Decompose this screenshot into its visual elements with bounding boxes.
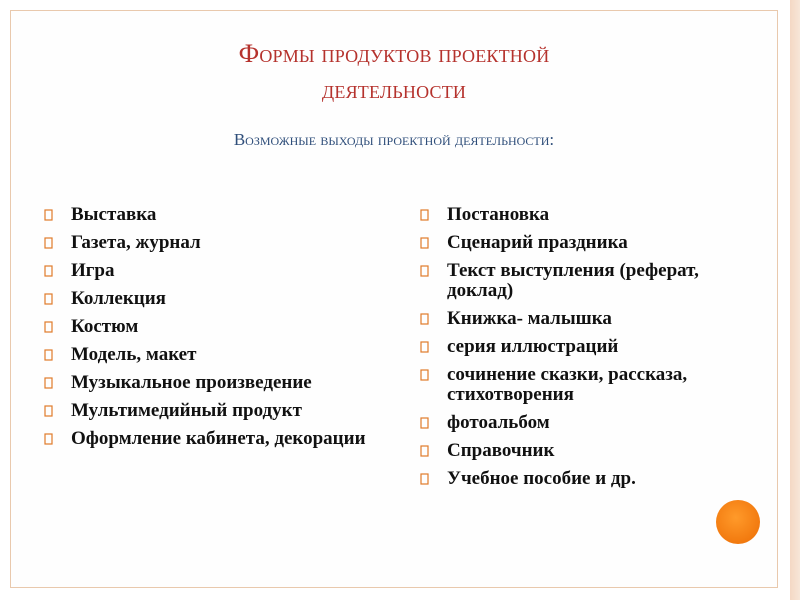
list-item <box>44 401 404 421</box>
list-item <box>44 345 404 365</box>
list-item-text: Газета, журнал <box>71 232 201 253</box>
list-item-text: Учебное пособие и др. <box>447 468 636 489</box>
hollow-square-bullet-icon <box>420 473 430 485</box>
list-item-text: Музыкальное произведение <box>71 372 312 393</box>
hollow-square-bullet-icon <box>420 237 430 249</box>
hollow-square-bullet-icon <box>44 349 54 361</box>
list-item-text: Модель, макет <box>71 344 197 365</box>
hollow-square-bullet-icon <box>44 321 54 333</box>
hollow-square-bullet-icon <box>44 405 54 417</box>
hollow-square-bullet-icon <box>44 265 54 277</box>
hollow-square-bullet-icon <box>420 369 430 381</box>
list-item-text: Постановка <box>447 204 550 225</box>
hollow-square-bullet-icon <box>420 445 430 457</box>
hollow-square-bullet-icon <box>44 209 54 221</box>
slide-title <box>10 36 778 108</box>
list-item-text: сочинение сказки, рассказа, стихотворения <box>447 364 688 405</box>
list-item <box>44 233 404 253</box>
left-bullet-list <box>44 205 404 457</box>
hollow-square-bullet-icon <box>420 265 430 277</box>
list-item-text: Коллекция <box>71 288 166 309</box>
list-item-text: Костюм <box>71 316 139 337</box>
orange-circle-decoration <box>716 500 760 544</box>
list-item-text: Справочник <box>447 440 555 461</box>
list-item-text: Оформление кабинета, декорации <box>71 428 366 449</box>
list-item-text: фотоальбом <box>447 412 550 433</box>
list-item-text: Игра <box>71 260 115 281</box>
list-item <box>420 261 765 301</box>
decorative-side-bar <box>790 0 800 600</box>
slide-title-line-2: деятельности <box>321 75 467 104</box>
list-item <box>420 233 765 253</box>
list-item <box>420 441 765 461</box>
list-item-text: Сценарий праздника <box>447 232 628 253</box>
hollow-square-bullet-icon <box>44 433 54 445</box>
list-item-text: Книжка- малышка <box>447 308 612 329</box>
list-item <box>420 469 765 489</box>
slide-subtitle: Возможные выходы проектной деятельности: <box>233 130 555 149</box>
hollow-square-bullet-icon <box>420 313 430 325</box>
list-item-text: Мультимедийный продукт <box>71 400 302 421</box>
list-item <box>44 373 404 393</box>
list-item <box>44 289 404 309</box>
list-item <box>420 365 765 405</box>
hollow-square-bullet-icon <box>420 417 430 429</box>
list-item <box>420 337 765 357</box>
hollow-square-bullet-icon <box>420 341 430 353</box>
right-bullet-list <box>420 205 765 497</box>
list-item <box>420 413 765 433</box>
hollow-square-bullet-icon <box>44 293 54 305</box>
list-item-text: серия иллюстраций <box>447 336 619 357</box>
list-item <box>44 429 404 449</box>
hollow-square-bullet-icon <box>44 237 54 249</box>
hollow-square-bullet-icon <box>420 209 430 221</box>
list-item <box>420 205 765 225</box>
hollow-square-bullet-icon <box>44 377 54 389</box>
list-item <box>44 261 404 281</box>
list-item-text: Текст выступления (реферат, доклад) <box>447 260 699 301</box>
list-item-text: Выставка <box>71 204 157 225</box>
list-item <box>44 317 404 337</box>
slide-title-line-1: Формы продуктов проектной <box>238 39 550 68</box>
list-item <box>44 205 404 225</box>
list-item <box>420 309 765 329</box>
